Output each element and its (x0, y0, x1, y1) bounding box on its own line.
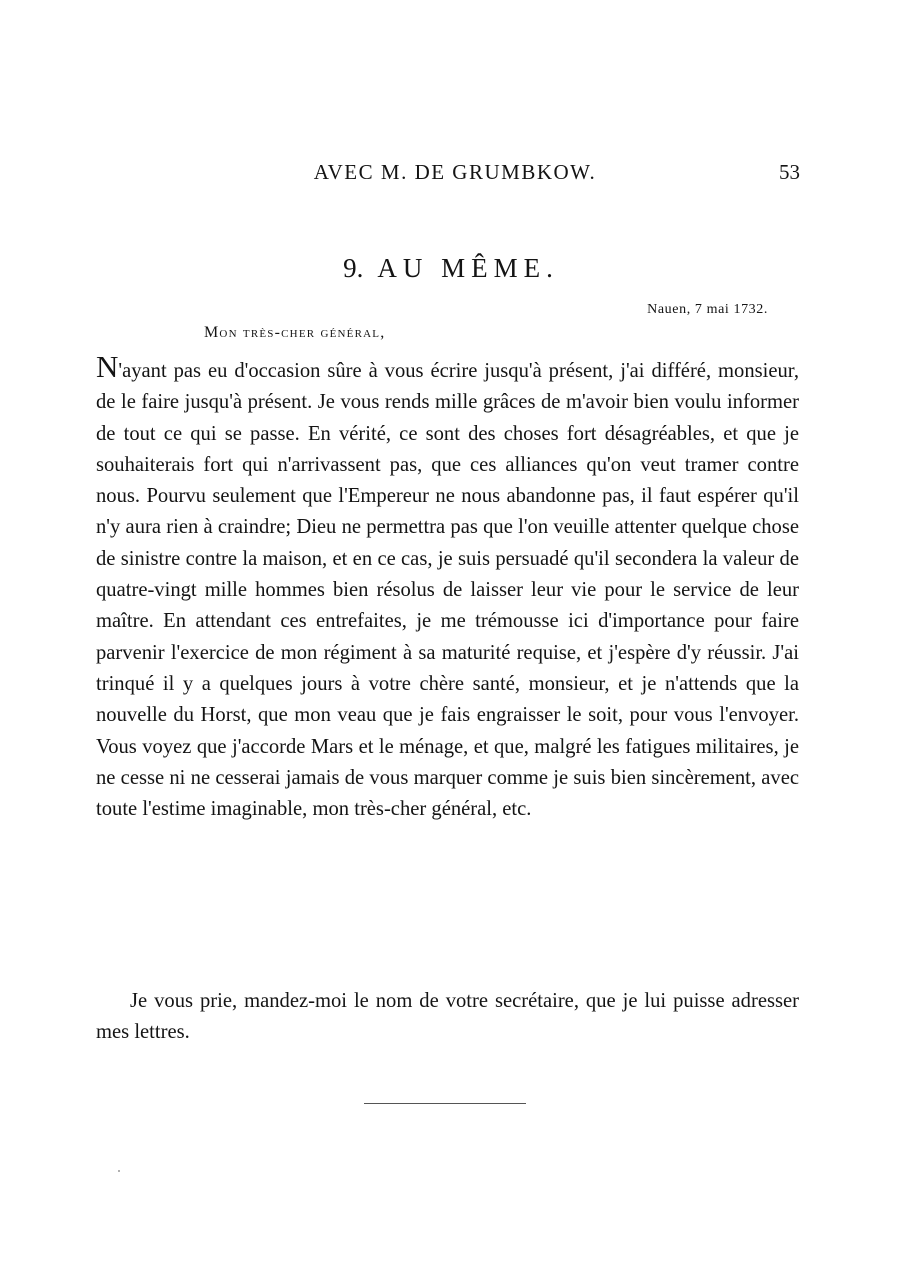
page-number: 53 (779, 160, 800, 184)
letter-salutation: Mon très-cher général, (204, 324, 386, 341)
running-title: AVEC M. DE GRUMBKOW. (313, 160, 597, 184)
closing-rule (364, 1103, 526, 1104)
letter-heading (0, 253, 900, 284)
paper-speck (118, 1170, 120, 1172)
letter-dateline: Nauen, 7 mai 1732. (647, 302, 768, 317)
running-head (0, 160, 900, 190)
drop-initial: N (96, 349, 119, 384)
letter-number: 9. (343, 253, 364, 283)
letter-title: AU MÊME. (377, 253, 559, 283)
letter-postscript: Je vous prie, mandez-moi le nom de votre secrétaire, que je lui puisse adresser mes lettres. (96, 990, 799, 1044)
letter-body-text: 'ayant pas eu d'occasion sûre à vous écrire jusqu'à présent, j'ai différé, monsieur, de le faire jusqu'à présent. Je vous rends mille grâces de m'avoir bien voulu informer de tout ce qui se passe. En vérité, ce sont des choses fort désagréables, et que je souhaiterais fort qui n'arrivassent pas, que ces alliances qu'on veut tramer contre nous. Pourvu seulement que l'Empereur ne nous abandonne pas, il faut espérer qu'il n'y aura rien à craindre; Dieu ne permettra pas que l'on veuille attenter quelque chose de sinistre contre la maison, et en ce cas, je suis persuadé qu'il secondera la valeur de quatre-vingt mille hommes bien résolus de laisser leur vie pour le service de leur maître. En attendant ces entrefaites, je me trémousse ici d'importance pour faire parvenir l'exercice de mon régiment à sa maturité requise, et j'espère d'y réussir. J'ai trinqué il y a quelques jours à votre chère santé, monsieur, et je n'attends que la nouvelle du Horst, que mon veau que je fais engraisser le soit, pour vous l'envoyer. Vous voyez que j'accorde Mars et le ménage, et que, malgré les fatigues militaires, je ne cesse ni ne cesserai jamais de vous marquer comme je suis bien sincèrement, avec toute l'estime imaginable, mon très-cher général, etc. (96, 360, 799, 821)
letter-body (96, 349, 799, 825)
